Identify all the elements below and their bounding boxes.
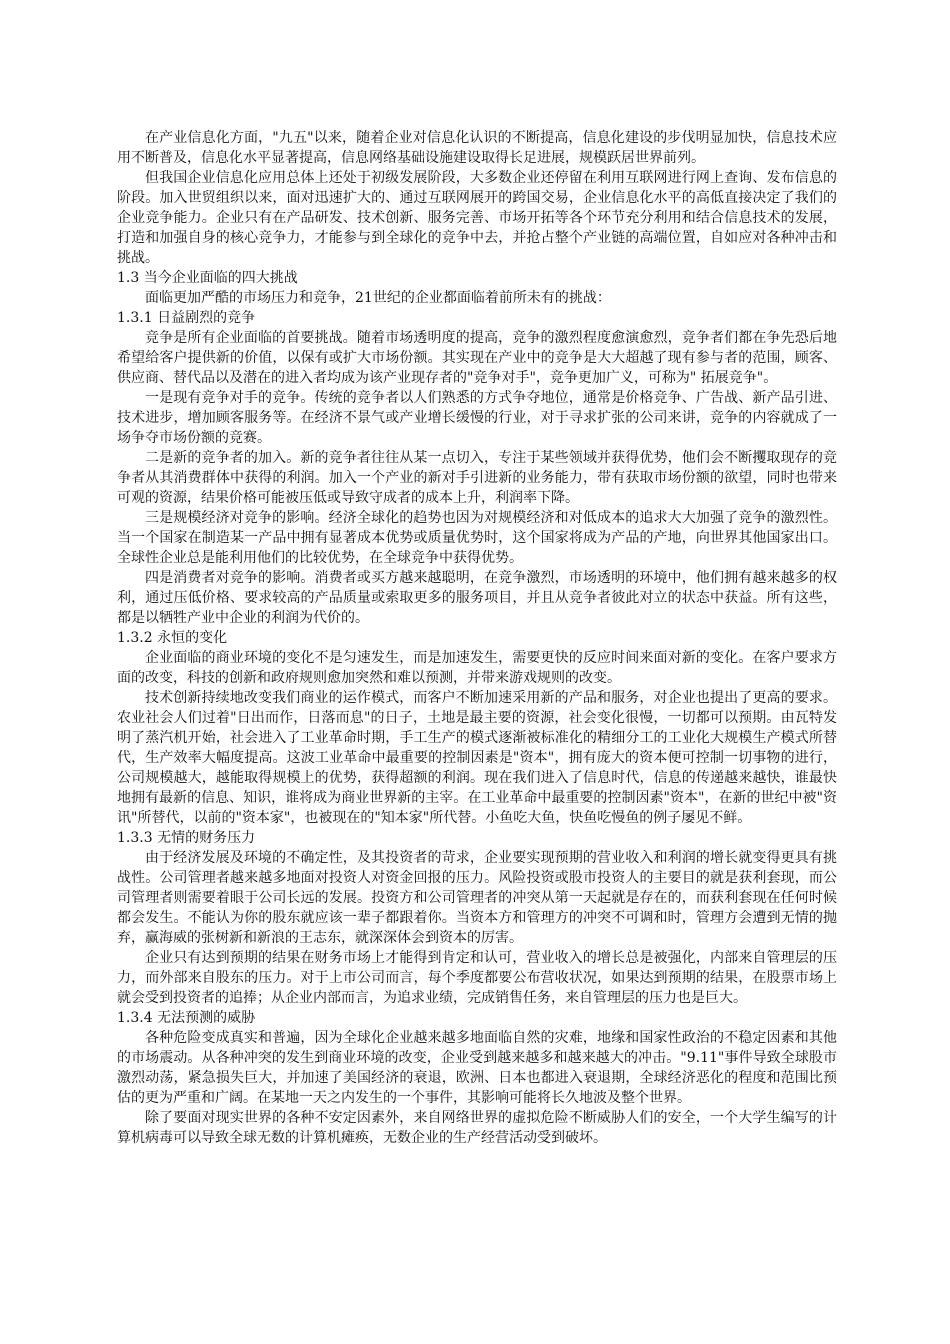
paragraph: 企业面临的商业环境的变化不是匀速发生，而是加速发生，需要更快的反应时间来面对新的变化。在客户要求方面的改变，科技的创新和政府规则愈加突然和难以预测，并带来游戏规则的改变。 bbox=[117, 650, 837, 686]
paragraph: 除了要面对现实世界的各种不安定因素外，来自网络世界的虚拟危险不断威胁人们的安全，一个大学生编写的计算机病毒可以导致全球无数的计算机瘫痪，无数企业的生产经营活动受到破坏。 bbox=[117, 1110, 837, 1146]
subsection-heading: 1.3.4 无法预测的威胁 bbox=[117, 1010, 256, 1026]
paragraph: 一是现有竞争对手的竞争。传统的竞争者以人们熟悉的方式争夺地位，通常是价格竞争、广告战、新产品引进、技术进步，增加顾客服务等。在经济不景气或产业增长缓慢的行业，对于寻求扩张的公司来讲，竞争的内容就成了一场争夺市场份额的竞赛。 bbox=[117, 390, 837, 446]
paragraph: 在产业信息化方面，"九五"以来，随着企业对信息化认识的不断提高，信息化建设的步伐明显加快，信息技术应用不断普及，信息化水平显著提高，信息网络基础设施建设取得长足进展，规模跃居世界前列。 bbox=[117, 130, 837, 166]
paragraph: 四是消费者对竞争的影响。消费者或买方越来越聪明，在竞争激烈，市场透明的环境中，他们拥有越来越多的权利，通过压低价格、要求较高的产品质量或索取更多的服务项目，并且从竞争者彼此对立的状态中获益。所有这些，都是以牺牲产业中企业的利润为代价的。 bbox=[117, 570, 837, 626]
paragraph: 面临更加严酷的市场压力和竞争，21世纪的企业都面临着前所未有的挑战： bbox=[145, 290, 611, 306]
subsection-heading: 1.3.3 无情的财务压力 bbox=[117, 830, 256, 846]
subsection-heading: 1.3.2 永恒的变化 bbox=[117, 630, 228, 646]
paragraph: 技术创新持续地改变我们商业的运作模式，而客户不断加速采用新的产品和服务，对企业也提出了更高的要求。农业社会人们过着"日出而作，日落而息"的日子，土地是最主要的资源，社会变化很慢，一切都可以预期。由瓦特发明了蒸汽机开始，社会进入了工业革命时期，手工生产的模式逐渐被标准化的精细分工的工业化大规模生产模式所替代，生产效率大幅度提高。这波工业革命中最重要的控制因素是"资本"，拥有庞大的资本便可控制一切事物的进行，公司规模越大，越能取得规模上的优势，获得超额的利润。现在我们进入了信息时代，信息的传递越来越快，谁最快地拥有最新的信息、知识，谁将成为商业世界新的主宰。在工业革命中最重要的控制因素"资本"，在新的世纪中被"资讯"所替代，以前的"资本家"，也被现在的"知本家"所代替。小鱼吃大鱼，快鱼吃慢鱼的例子屡见不鲜。 bbox=[117, 690, 837, 826]
paragraph: 但我国企业信息化应用总体上还处于初级发展阶段，大多数企业还停留在利用互联网进行网上查询、发布信息的阶段。加入世贸组织以来，面对迅速扩大的、通过互联网展开的跨国交易，企业信息化水平的高低直接决定了我们的企业竞争能力。企业只有在产品研发、技术创新、服务完善、市场开拓等各个环节充分利用和结合信息技术的发展，打造和加强自身的核心竞争力，才能参与到全球化的竞争中去，并抢占整个产业链的高端位置，自如应对各种冲击和挑战。 bbox=[117, 170, 837, 266]
paragraph: 由于经济发展及环境的不确定性，及其投资者的苛求，企业要实现预期的营业收入和利润的增长就变得更具有挑战性。公司管理者越来越多地面对投资人对资金回报的压力。风险投资或股市投资人的主要目的就是获利套现，而公司管理者则需要着眼于公司长远的发展。投资方和公司管理者的冲突从第一天起就是存在的，而获利套现在任何时候都会发生。不能认为你的股东就应该一辈子都跟着你。当资本方和管理方的冲突不可调和时，管理方会遭到无情的抛弃，赢海威的张树新和新浪的王志东，就深深体会到资本的厉害。 bbox=[117, 850, 837, 946]
paragraph: 二是新的竞争者的加入。新的竞争者往往从某一点切入，专注于某些领域并获得优势，他们会不断攫取现存的竞争者从其消费群体中获得的利润。加入一个产业的新对手引进新的业务能力，带有获取市场份额的欲望，同时也带来可观的资源，结果价格可能被压低或导致守成者的成本上升，利润率下降。 bbox=[117, 450, 837, 506]
paragraph: 各种危险变成真实和普遍，因为全球化企业越来越多地面临自然的灾难，地缘和国家性政治的不稳定因素和其他的市场震动。从各种冲突的发生到商业环境的改变，企业受到越来越多和越来越大的冲击。"9.11"事件导致全球股市激烈动荡，紧急损失巨大，并加速了美国经济的衰退，欧洲、日本也都进入衰退期，全球经济恶化的程度和范围比预估的更为严重和广阔。在某地一天之内发生的一个事件，其影响可能将长久地波及整个世界。 bbox=[117, 1030, 837, 1106]
subsection-heading: 1.3.1 日益剧烈的竞争 bbox=[117, 310, 256, 326]
section-heading: 1.3 当今企业面临的四大挑战 bbox=[117, 270, 298, 286]
paragraph: 三是规模经济对竞争的影响。经济全球化的趋势也因为对规模经济和对低成本的追求大大加强了竞争的激烈性。当一个国家在制造某一产品中拥有显著成本优势或质量优势时，这个国家将成为产品的产地，向世界其他国家出口。全球性企业总是能利用他们的比较优势，在全球竞争中获得优势。 bbox=[117, 510, 837, 566]
paragraph: 企业只有达到预期的结果在财务市场上才能得到肯定和认可，营业收入的增长总是被强化，内部来自管理层的压力，而外部来自股东的压力。对于上市公司而言，每个季度都要公布营收状况，如果达到预期的结果，在股票市场上就会受到投资者的追捧；从企业内部而言，为追求业绩，完成销售任务，来自管理层的压力也是巨大。 bbox=[117, 950, 837, 1006]
paragraph: 竞争是所有企业面临的首要挑战。随着市场透明度的提高，竞争的激烈程度愈演愈烈，竞争者们都在争先恐后地希望给客户提供新的价值，以保有或扩大市场份额。其实现在产业中的竞争是大大超越了现有参与者的范围，顾客、供应商、替代品以及潜在的进入者均成为该产业现存者的"竞争对手"，竞争更加广义，可称为" 拓展竞争"。 bbox=[117, 330, 837, 386]
document-page bbox=[117, 128, 837, 1148]
